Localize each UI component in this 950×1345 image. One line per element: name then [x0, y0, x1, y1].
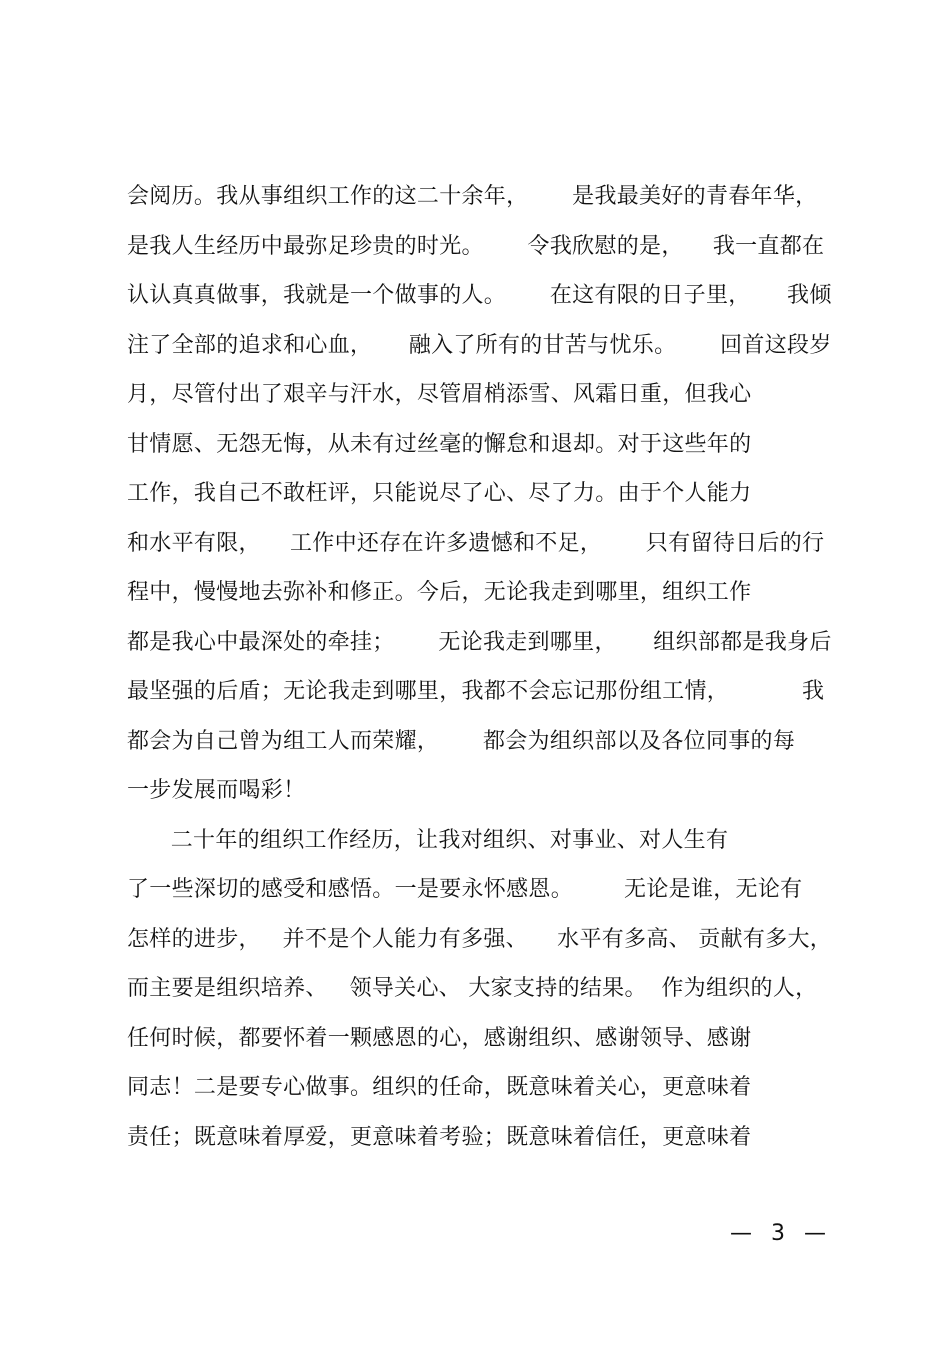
page-number: — 3 —: [730, 1221, 832, 1246]
text-line: 月，尽管付出了艰辛与汗水，尽管眉梢添雪、风霜日重，但我心: [127, 382, 752, 407]
text-line: 二十年的组织工作经历，让我对组织、对事业、对人生有: [127, 827, 729, 853]
text-line: 任何时候，都要怀着一颗感恩的心，感谢组织、感谢领导、感谢: [127, 1025, 752, 1051]
text-line: 和水平有限， 工作中还存在许多遗憾和不足， 只有留待日后的行: [127, 530, 825, 556]
text-line: 会阅历。我从事组织工作的这二十余年， 是我最美好的青春年华，: [127, 184, 818, 209]
text-line: 而主要是组织培养、 领导关心、 大家支持的结果。 作为组织的人，: [127, 976, 818, 1001]
body-text: [127, 172, 847, 1162]
text-line: 工作，我自己不敢枉评，只能说尽了心、尽了力。由于个人能力: [127, 481, 752, 506]
text-line: 甘情愿、无怨无悔，从未有过丝毫的懈怠和退却。对于这些年的: [127, 431, 752, 457]
text-line: 怎样的进步， 并不是个人能力有多强、 水平有多高、 贡献有多大，: [127, 926, 833, 952]
text-line: 是我人生经历中最弥足珍贵的时光。 令我欣慰的是， 我一直都在: [127, 233, 825, 259]
text-line: 了一些深切的感受和感悟。一是要永怀感恩。 无论是谁，无论有: [127, 877, 803, 902]
text-line: 程中，慢慢地去弥补和修正。今后，无论我走到哪里，组织工作: [127, 580, 752, 605]
text-line: 一步发展而喝彩！: [127, 778, 306, 803]
text-line: 都会为自己曾为组工人而荣耀， 都会为组织部以及各位同事的每: [127, 728, 796, 754]
text-line: 注了全部的追求和心血， 融入了所有的甘苦与忧乐。 回首这段岁: [127, 332, 832, 358]
text-line: 认认真真做事，我就是一个做事的人。 在这有限的日子里， 我倾: [127, 283, 832, 308]
text-line: 都是我心中最深处的牵挂； 无论我走到哪里， 组织部都是我身后: [127, 629, 832, 655]
text-line: 最坚强的后盾；无论我走到哪里，我都不会忘记那份组工情， 我: [127, 679, 825, 704]
text-line: 同志！二是要专心做事。组织的任命，既意味着关心，更意味着: [127, 1075, 752, 1100]
text-line: 责任；既意味着厚爱，更意味着考验；既意味着信任，更意味着: [127, 1124, 752, 1150]
